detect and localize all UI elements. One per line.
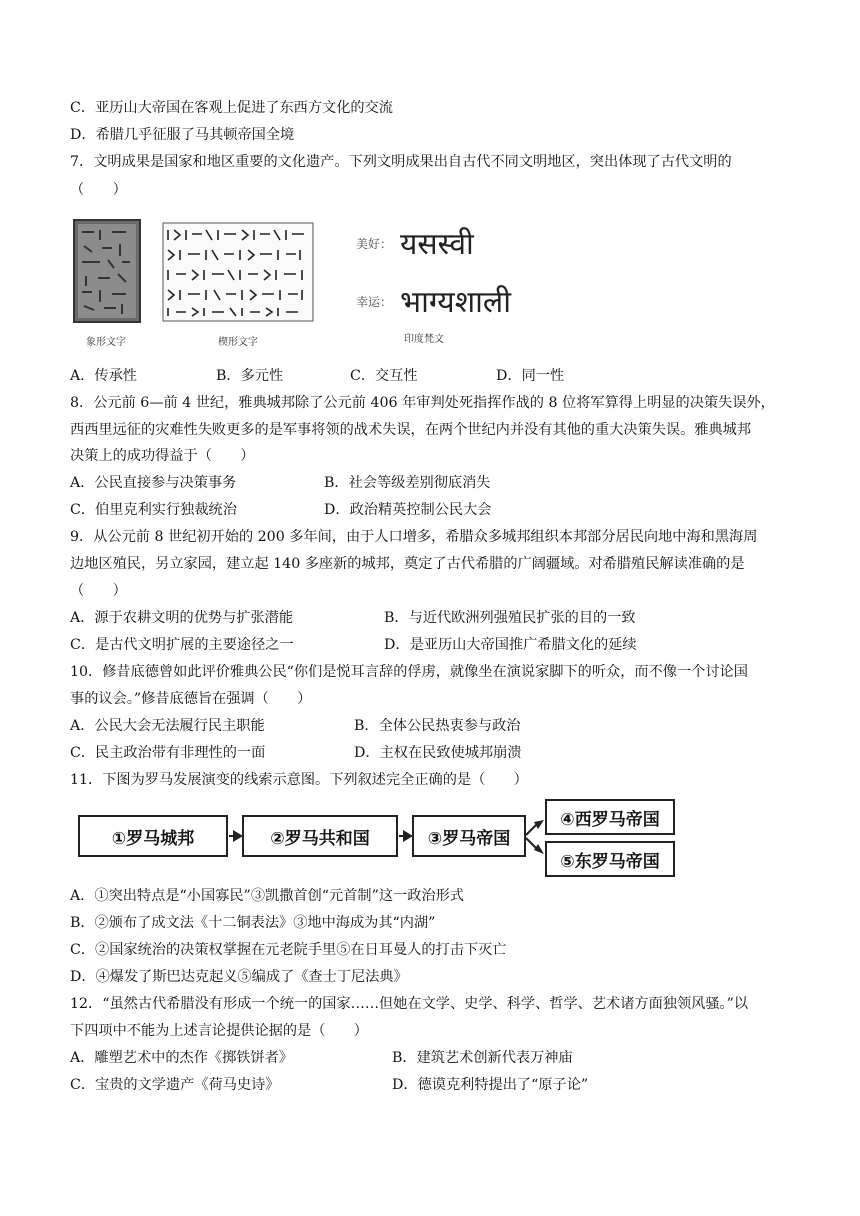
q7-option-b: B．多元性 bbox=[216, 368, 284, 384]
cuneiform-tablet-image bbox=[162, 222, 314, 322]
diagram-box-4: ④西罗马帝国 bbox=[545, 799, 675, 835]
diagram-arrow-2 bbox=[399, 835, 411, 837]
q11-stem: 11．下图为罗马发展演变的线索示意图。下列叙述完全正确的是（ ） bbox=[70, 772, 528, 788]
prev-option-d: D．希腊几乎征服了马其顿帝国全境 bbox=[70, 127, 295, 143]
diagram-fork-arrows bbox=[500, 808, 550, 868]
q9-option-a: A．源于农耕文明的优势与扩张潜能 bbox=[70, 610, 294, 626]
q8-option-d: D．政治精英控制公民大会 bbox=[324, 502, 492, 518]
q8-stem-line1: 8．公元前 6—前 4 世纪，雅典城邦除了公元前 406 年审判处死指挥作战的 8 位将军算得上明显的决策失误外， bbox=[70, 395, 775, 411]
q7-option-c: C．交互性 bbox=[350, 368, 418, 384]
q9-stem-line3: （ ） bbox=[70, 583, 127, 599]
diagram-box-1: ①罗马城邦 bbox=[78, 815, 228, 857]
q7-stem-line1: 7．文明成果是国家和地区重要的文化遗产。下列文明成果出自古代不同文明地区，突出体现了古代文明的 bbox=[70, 154, 732, 170]
diagram-arrow-1 bbox=[229, 835, 241, 837]
q8-option-c: C．伯里克利实行独裁统治 bbox=[70, 502, 237, 518]
q8-option-a: A．公民直接参与决策事务 bbox=[70, 475, 237, 491]
q7-option-d: D．同一性 bbox=[496, 368, 565, 384]
q9-stem-line2: 边地区殖民，另立家园，建立起 140 多座新的城邦，奠定了古代希腊的广阔疆域。对希腊殖民解读准确的是 bbox=[70, 556, 745, 572]
q12-stem-line2: 下四项中不能为上述言论提供论据的是（ ） bbox=[70, 1023, 368, 1039]
diagram-box-5: ⑤东罗马帝国 bbox=[545, 841, 675, 877]
q12-option-c: C．宝贵的文学遗产《荷马史诗》 bbox=[70, 1077, 280, 1093]
sanskrit-caption: 印度梵文 bbox=[404, 334, 444, 345]
q10-option-b: B．全体公民热衷参与政治 bbox=[354, 718, 521, 734]
q11-option-d: D．④爆发了斯巴达克起义⑤编成了《查士丁尼法典》 bbox=[70, 969, 408, 985]
q12-option-b: B．建筑艺术创新代表万神庙 bbox=[392, 1050, 573, 1066]
q8-stem-line2: 西西里远征的灾难性失败更多的是军事将领的战术失误，在两个世纪内并没有其他的重大决策失误。雅典城邦 bbox=[70, 422, 752, 438]
diagram-box-2: ②罗马共和国 bbox=[242, 815, 398, 857]
q10-stem-line1: 10．修昔底德曾如此评价雅典公民“你们是悦耳言辞的俘虏，就像坐在演说家脚下的听众，而不像一个讨论国 bbox=[70, 664, 748, 680]
q11-option-c: C．②国家统治的决策权掌握在元老院手里⑤在日耳曼人的打击下灭亡 bbox=[70, 942, 507, 958]
q11-option-b: B．②颁布了成文法《十二铜表法》③地中海成为其“内湖” bbox=[70, 915, 436, 931]
diagram-box-3: ③罗马帝国 bbox=[412, 815, 526, 857]
q9-option-b: B．与近代欧洲列强殖民扩张的目的一致 bbox=[384, 610, 636, 626]
q10-option-a: A．公民大会无法履行民主职能 bbox=[70, 718, 265, 734]
prev-option-c: C．亚历山大帝国在客观上促进了东西方文化的交流 bbox=[70, 100, 393, 116]
q12-option-a: A．雕塑艺术中的杰作《掷铁饼者》 bbox=[70, 1050, 294, 1066]
hieroglyph-tablet-image bbox=[72, 218, 142, 324]
q11-option-a: A．①突出特点是“小国寡民”③凯撒首创“元首制”这一政治形式 bbox=[70, 888, 464, 904]
q8-stem-line3: 决策上的成功得益于（ ） bbox=[70, 448, 255, 464]
q10-stem-line2: 事的议会。”修昔底德旨在强调（ ） bbox=[70, 691, 312, 707]
q12-option-d: D．德谟克利特提出了“原子论” bbox=[392, 1077, 589, 1093]
hieroglyph-caption: 象形文字 bbox=[86, 337, 126, 348]
q10-option-c: C．民主政治带有非理性的一面 bbox=[70, 745, 266, 761]
q9-option-d: D．是亚历山大帝国推广希腊文化的延续 bbox=[384, 637, 637, 653]
cuneiform-caption: 楔形文字 bbox=[218, 337, 258, 348]
q12-stem-line1: 12．“虽然古代希腊没有形成一个统一的国家……但她在文学、史学、科学、哲学、艺术诸方面独领风骚。”以 bbox=[70, 996, 749, 1012]
sanskrit-word-luck: भाग्यशाली bbox=[400, 285, 511, 320]
sanskrit-word-good: यसस्वी bbox=[400, 227, 474, 262]
q9-stem-line1: 9．从公元前 8 世纪初开始的 200 多年间，由于人口增多，希腊众多城邦组织本邦部分居民向地中海和黑海周 bbox=[70, 529, 758, 545]
q7-option-a: A．传承性 bbox=[70, 368, 137, 384]
q9-option-c: C．是古代文明扩展的主要途径之一 bbox=[70, 637, 294, 653]
sanskrit-label-good: 美好： bbox=[356, 237, 393, 251]
q8-option-b: B．社会等级差别彻底消失 bbox=[324, 475, 491, 491]
sanskrit-label-luck: 幸运： bbox=[356, 295, 393, 309]
q10-option-d: D．主权在民致使城邦崩溃 bbox=[354, 745, 522, 761]
q7-stem-line2: （ ） bbox=[70, 182, 127, 198]
